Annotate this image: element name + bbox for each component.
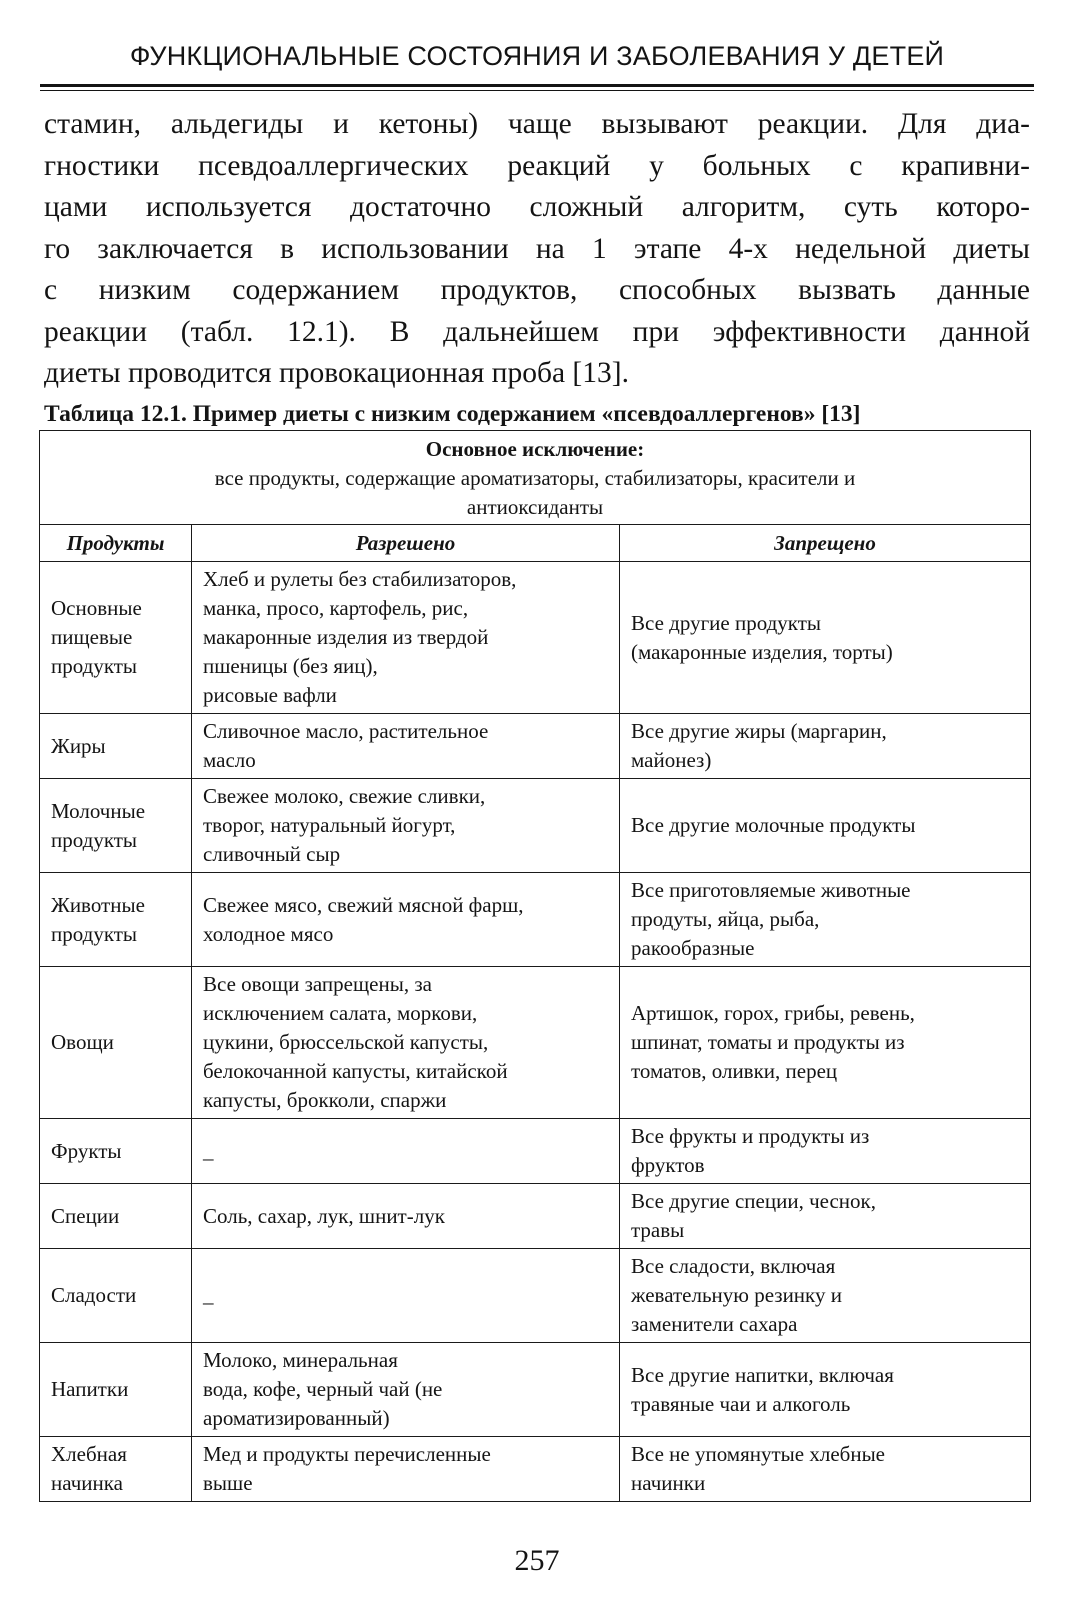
header-rule-thin bbox=[40, 90, 1034, 91]
forbidden-cell bbox=[620, 1249, 1031, 1343]
cell-line: Все сладости, включая bbox=[631, 1254, 836, 1278]
cell-line: _ bbox=[203, 1283, 214, 1307]
product-cell bbox=[40, 1184, 192, 1249]
body-line: цами используется достаточно сложный алгоритм, суть которо- bbox=[44, 191, 1030, 223]
product-cell bbox=[40, 562, 192, 714]
cell-line: продукты bbox=[51, 654, 138, 678]
body-line: с низким содержанием продуктов, способных вызвать данные bbox=[44, 274, 1030, 306]
cell-line: цукини, брюссельской капусты, bbox=[203, 1030, 489, 1054]
table-row bbox=[40, 1184, 1031, 1249]
cell-line: творог, натуральный йогурт, bbox=[203, 813, 456, 837]
cell-line: травы bbox=[631, 1218, 685, 1242]
table-caption: Таблица 12.1. Пример диеты с низким содержанием «псевдоаллергенов» [13] bbox=[44, 401, 861, 427]
cell-line: Свежее мясо, свежий мясной фарш, bbox=[203, 892, 524, 917]
cell-line: Свежее молоко, свежие сливки, bbox=[203, 784, 486, 808]
cell-line: заменители сахара bbox=[631, 1312, 798, 1336]
cell-line: майонез) bbox=[631, 748, 712, 772]
body-line: го заключается в использовании на 1 этапе 4-х недельной диеты bbox=[44, 232, 1030, 265]
cell-line: исключением салата, моркови, bbox=[203, 1001, 478, 1025]
column-header-products: Продукты bbox=[40, 525, 192, 562]
allowed-cell bbox=[192, 873, 620, 967]
forbidden-cell bbox=[620, 562, 1031, 714]
product-cell bbox=[40, 1343, 192, 1437]
cell-line: рисовые вафли bbox=[203, 683, 337, 707]
header-rule-thick bbox=[40, 84, 1034, 87]
cell-line: сливочный сыр bbox=[203, 842, 341, 866]
cell-line: Сладости bbox=[51, 1283, 137, 1307]
cell-line: белокочанной капусты, китайской bbox=[203, 1059, 508, 1083]
forbidden-cell bbox=[620, 714, 1031, 779]
cell-line: Все приготовляемые животные bbox=[631, 878, 911, 902]
cell-line: Хлебная bbox=[51, 1442, 127, 1466]
cell-line: Молоко, минеральная bbox=[203, 1348, 398, 1372]
body-line: стамин, альдегиды и кетоны) чаще вызывают реакции. Для диа- bbox=[44, 108, 1030, 140]
cell-line: Все не упомянутые хлебные bbox=[631, 1442, 885, 1466]
cell-line: продукты bbox=[51, 921, 138, 946]
cell-line: выше bbox=[203, 1471, 253, 1495]
product-cell bbox=[40, 714, 192, 779]
table-row bbox=[40, 1437, 1031, 1502]
cell-line: Артишок, горох, грибы, ревень, bbox=[631, 1001, 915, 1025]
cell-line: масло bbox=[203, 748, 256, 772]
allowed-cell bbox=[192, 1249, 620, 1343]
product-cell bbox=[40, 967, 192, 1119]
cell-line: ароматизированный) bbox=[203, 1406, 390, 1430]
cell-line: Все овощи запрещены, за bbox=[203, 972, 432, 996]
allowed-cell bbox=[192, 1184, 620, 1249]
cell-line: Фрукты bbox=[51, 1138, 122, 1163]
cell-line: томатов, оливки, перец bbox=[631, 1059, 838, 1083]
forbidden-cell bbox=[620, 967, 1031, 1119]
cell-line: манка, просо, картофель, рис, bbox=[203, 596, 469, 620]
cell-line: продуты, яйца, рыба, bbox=[631, 907, 820, 931]
cell-line: Хлеб и рулеты без стабилизаторов, bbox=[203, 567, 517, 591]
cell-line: продукты bbox=[51, 827, 138, 852]
cell-line: холодное мясо bbox=[203, 921, 334, 946]
allowed-cell bbox=[192, 1119, 620, 1184]
cell-line: Овощи bbox=[51, 1030, 114, 1054]
cell-line: пшеницы (без яиц), bbox=[203, 654, 378, 678]
column-header-row bbox=[40, 525, 1031, 562]
cell-line: Животные bbox=[51, 892, 145, 917]
forbidden-cell bbox=[620, 873, 1031, 967]
cell-line: (макаронные изделия, торты) bbox=[631, 639, 893, 664]
table-row bbox=[40, 873, 1031, 967]
running-header: ФУНКЦИОНАЛЬНЫЕ СОСТОЯНИЯ И ЗАБОЛЕВАНИЯ У ДЕТЕЙ bbox=[129, 41, 945, 71]
cell-line: Сливочное масло, растительное bbox=[203, 719, 489, 743]
cell-line: капусты, брокколи, спаржи bbox=[203, 1088, 447, 1112]
forbidden-cell bbox=[620, 779, 1031, 873]
cell-line: ракообразные bbox=[631, 936, 755, 960]
exclusion-cell bbox=[40, 431, 1031, 525]
cell-line: жевательную резинку и bbox=[631, 1283, 842, 1307]
table-row bbox=[40, 1343, 1031, 1437]
table-row bbox=[40, 1249, 1031, 1343]
column-header-allowed: Разрешено bbox=[192, 525, 620, 562]
allowed-cell bbox=[192, 779, 620, 873]
cell-line: Специи bbox=[51, 1203, 120, 1228]
cell-line: начинка bbox=[51, 1471, 123, 1495]
table-row bbox=[40, 562, 1031, 714]
cell-line: Все другие молочные продукты bbox=[631, 813, 916, 837]
diet-table-body bbox=[40, 562, 1031, 1502]
forbidden-cell bbox=[620, 1343, 1031, 1437]
table-row bbox=[40, 967, 1031, 1119]
cell-line: Все фрукты и продукты из bbox=[631, 1124, 870, 1148]
allowed-cell bbox=[192, 967, 620, 1119]
cell-line: Основные bbox=[51, 596, 142, 620]
cell-line: Все другие напитки, включая bbox=[631, 1362, 894, 1387]
table-row bbox=[40, 714, 1031, 779]
product-cell bbox=[40, 1119, 192, 1184]
allowed-cell bbox=[192, 1343, 620, 1437]
cell-line: Соль, сахар, лук, шнит-лук bbox=[203, 1203, 445, 1228]
body-paragraph bbox=[44, 104, 1030, 395]
exclusion-row bbox=[40, 431, 1031, 525]
page-number: 257 bbox=[514, 1544, 560, 1577]
forbidden-cell bbox=[620, 1119, 1031, 1184]
column-header-forbidden: Запрещено bbox=[620, 525, 1031, 562]
allowed-cell bbox=[192, 714, 620, 779]
cell-line: Молочные bbox=[51, 798, 146, 823]
cell-line: Мед и продукты перечисленные bbox=[203, 1442, 491, 1466]
body-line: диеты проводится провокационная проба [13]. bbox=[44, 357, 629, 389]
cell-line: макаронные изделия из твердой bbox=[203, 625, 489, 649]
body-line: гностики псевдоаллергических реакций у больных с крапивни- bbox=[44, 149, 1030, 182]
table-row bbox=[40, 1119, 1031, 1184]
allowed-cell bbox=[192, 1437, 620, 1502]
diet-table bbox=[39, 430, 1031, 1502]
table-row bbox=[40, 779, 1031, 873]
cell-line: начинки bbox=[631, 1471, 706, 1495]
cell-line: пищевые bbox=[51, 625, 133, 649]
forbidden-cell bbox=[620, 1437, 1031, 1502]
cell-line: фруктов bbox=[631, 1153, 705, 1177]
cell-line: вода, кофе, черный чай (не bbox=[203, 1377, 443, 1401]
cell-line: Жиры bbox=[51, 733, 106, 758]
cell-line: Все другие продукты bbox=[631, 610, 822, 635]
cell-line: Все другие жиры (маргарин, bbox=[631, 719, 887, 743]
cell-line: Напитки bbox=[51, 1377, 129, 1401]
product-cell bbox=[40, 873, 192, 967]
cell-line: травяные чаи и алкоголь bbox=[631, 1391, 851, 1416]
product-cell bbox=[40, 1249, 192, 1343]
forbidden-cell bbox=[620, 1184, 1031, 1249]
cell-line: шпинат, томаты и продукты из bbox=[631, 1030, 905, 1054]
exclusion-text-line-1: все продукты, содержащие ароматизаторы, стабилизаторы, красители и bbox=[214, 466, 856, 490]
body-line: реакции (табл. 12.1). В дальнейшем при эффективности данной bbox=[44, 315, 1030, 348]
cell-line: Все другие специи, чеснок, bbox=[631, 1189, 876, 1213]
allowed-cell bbox=[192, 562, 620, 714]
product-cell bbox=[40, 779, 192, 873]
product-cell bbox=[40, 1437, 192, 1502]
exclusion-text-line-2: антиоксиданты bbox=[466, 495, 604, 519]
cell-line: _ bbox=[203, 1138, 214, 1163]
exclusion-heading: Основное исключение: bbox=[425, 437, 645, 461]
